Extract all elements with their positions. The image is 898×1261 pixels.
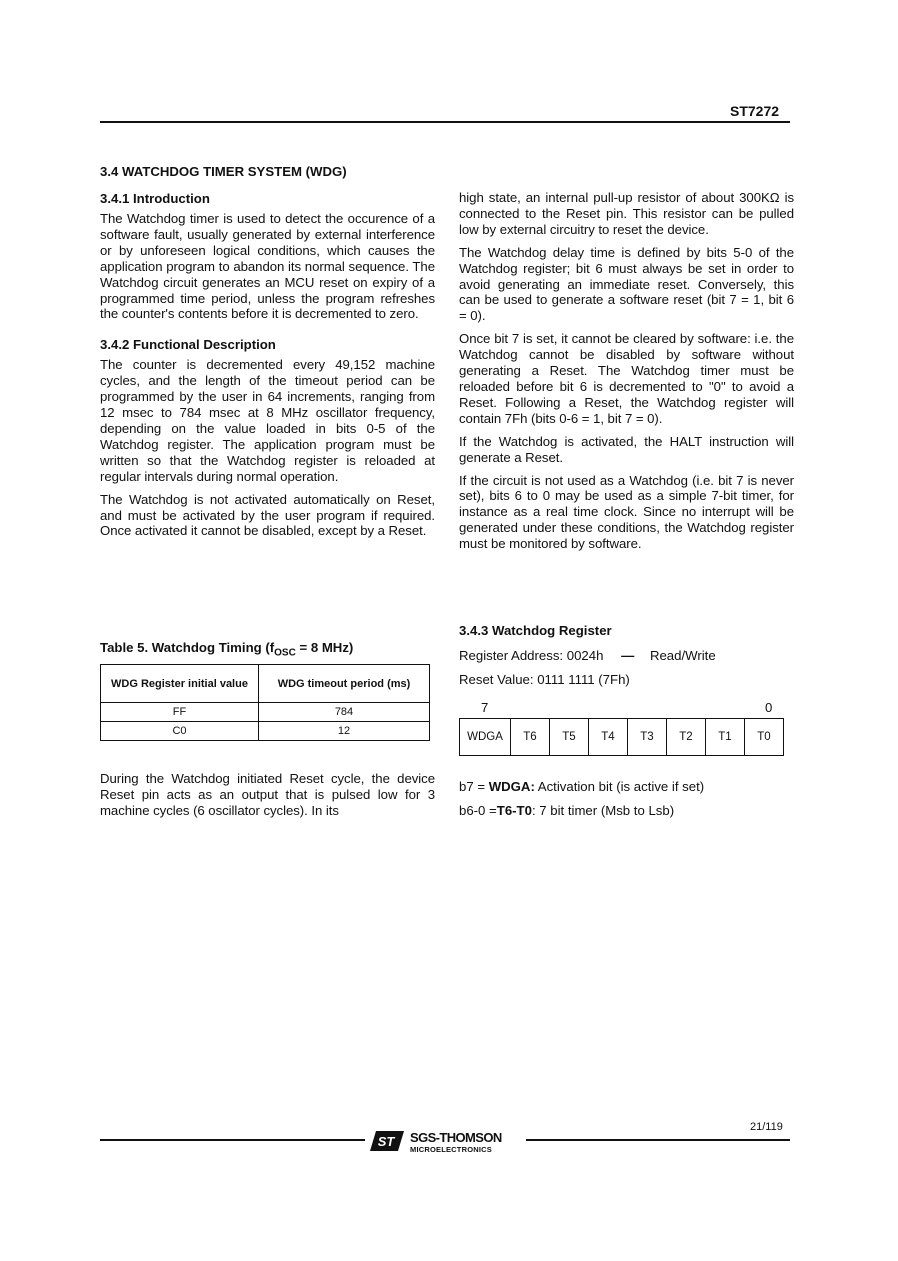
register-bit-cell: T6 (511, 719, 550, 756)
st-logo-icon (370, 1129, 406, 1153)
watchdog-register-layout (459, 718, 784, 756)
functional-paragraph-3: During the Watchdog initiated Reset cycle, the device Reset pin acts as an output that is pulsed low for 3 machine cycles (6 oscillator cycles). In its (100, 771, 435, 818)
table-header: WDG timeout period (ms) (259, 665, 430, 703)
logo-subtitle: MICROELECTRONICS (410, 1145, 492, 1154)
watchdog-timing-table (100, 664, 430, 741)
svg-text:ST: ST (377, 1134, 395, 1149)
footer-rule-left (100, 1139, 365, 1141)
table-caption-subscript: OSC (274, 647, 296, 659)
register-bit-cell: T3 (628, 719, 667, 756)
bit7-label: b7 = (459, 779, 489, 794)
company-logo (370, 1129, 522, 1155)
left-column (100, 164, 435, 546)
bits6-0-name: T6-T0 (496, 803, 532, 818)
right-paragraph-2: The Watchdog delay time is defined by bits 5-0 of the Watchdog register; bit 6 must always be set in order to avoid generating an immediate reset. Conversely, this can be used to generate a software reset (bit 7 = 1, bit 6 = 0). (459, 244, 794, 324)
table-header: WDG Register initial value (101, 665, 259, 703)
functional-heading: 3.4.2 Functional Description (100, 337, 276, 353)
register-bit-cell: T2 (667, 719, 706, 756)
left-column-bottom (100, 771, 435, 826)
register-access: Read/Write (649, 648, 716, 663)
right-paragraph-4: If the Watchdog is activated, the HALT instruction will generate a Reset. (459, 433, 794, 465)
register-address-line (459, 648, 789, 664)
register-bit-cell: T4 (589, 719, 628, 756)
table-caption (100, 640, 353, 659)
functional-paragraph-1: The counter is decremented every 49,152 machine cycles, and the length of the timeout period can be programmed by the user in 64 increments, ranging from 12 msec to 784 msec at 8 MHz oscillator frequency, depending on the value loaded in bits 0-5 of the Watchdog register. The application program must be written so that the Watchdog register is reloaded at regular intervals during normal operation. (100, 357, 435, 484)
header-rule (100, 121, 790, 123)
document-id: ST7272 (730, 103, 780, 119)
intro-paragraph: The Watchdog timer is used to detect the occurence of a software fault, usually generated by external interference or by unforeseen logical conditions, which causes the application program to abandon its normal sequence. The Watchdog circuit generates an MCU reset on expiry of a programmed time period, unless the program refreshes the counter's contents before it is decremented to zero. (100, 211, 435, 322)
bits6-0-text: : 7 bit timer (Msb to Lsb) (531, 803, 675, 818)
footer-rule-right (526, 1139, 790, 1141)
table-cell: 12 (259, 722, 430, 741)
right-paragraph-5: If the circuit is not used as a Watchdog (i.e. bit 7 is never set), bits 6 to 0 may be used as a simple 7-bit timer, for instance as a real time clock. Since no interrupt will be generated under these conditions, the Watchdog register must be monitored by software. (459, 472, 794, 552)
bit-low-index: 0 (765, 700, 773, 715)
register-address: Register Address: 0024h (459, 648, 604, 663)
table-cell: 784 (259, 703, 430, 722)
table-caption-text: Table 5. Watchdog Timing (f (100, 640, 275, 655)
bit7-name: WDGA: (488, 779, 535, 794)
bit7-description (459, 779, 704, 795)
register-bit-cell: T0 (745, 719, 784, 756)
table-row (101, 703, 430, 722)
bits6-0-description (459, 803, 674, 819)
table-cell: FF (101, 703, 259, 722)
section-title: 3.4 WATCHDOG TIMER SYSTEM (WDG) (100, 164, 347, 179)
logo-name: SGS-THOMSON (410, 1130, 502, 1145)
table-row (101, 722, 430, 741)
intro-heading: 3.4.1 Introduction (100, 191, 210, 206)
table-caption-text-end: = 8 MHz) (295, 640, 354, 655)
right-column (459, 190, 794, 559)
bit-high-index: 7 (481, 700, 489, 715)
register-bit-cell: T1 (706, 719, 745, 756)
bit7-text: Activation bit (is active if set) (534, 779, 705, 794)
register-bit-cell: WDGA (460, 719, 511, 756)
register-reset-value: Reset Value: 0111 1111 (7Fh) (459, 672, 630, 687)
register-dash: — (621, 648, 635, 663)
page-number: 21/119 (750, 1121, 783, 1133)
table-cell: C0 (101, 722, 259, 741)
right-paragraph-1: high state, an internal pull-up resistor of about 300KΩ is connected to the Reset pin. This resistor can be pulled low by external circuitry to reset the device. (459, 190, 794, 237)
register-bit-cell: T5 (550, 719, 589, 756)
bits6-0-label: b6-0 = (459, 803, 497, 818)
register-heading: 3.4.3 Watchdog Register (459, 623, 612, 638)
right-paragraph-3: Once bit 7 is set, it cannot be cleared by software: i.e. the Watchdog cannot be disabled by software without generating a Reset. The Watchdog timer must be reloaded before bit 6 is decremented to "0" to avoid a Reset. Following a Reset, the Watchdog register will contain 7Fh (bits 0-6 = 1, bit 7 = 0). (459, 331, 794, 426)
functional-paragraph-2: The Watchdog is not activated automatically on Reset, and must be activated by the user program if required. Once activated it cannot be disabled, except by a Reset. (100, 491, 435, 539)
